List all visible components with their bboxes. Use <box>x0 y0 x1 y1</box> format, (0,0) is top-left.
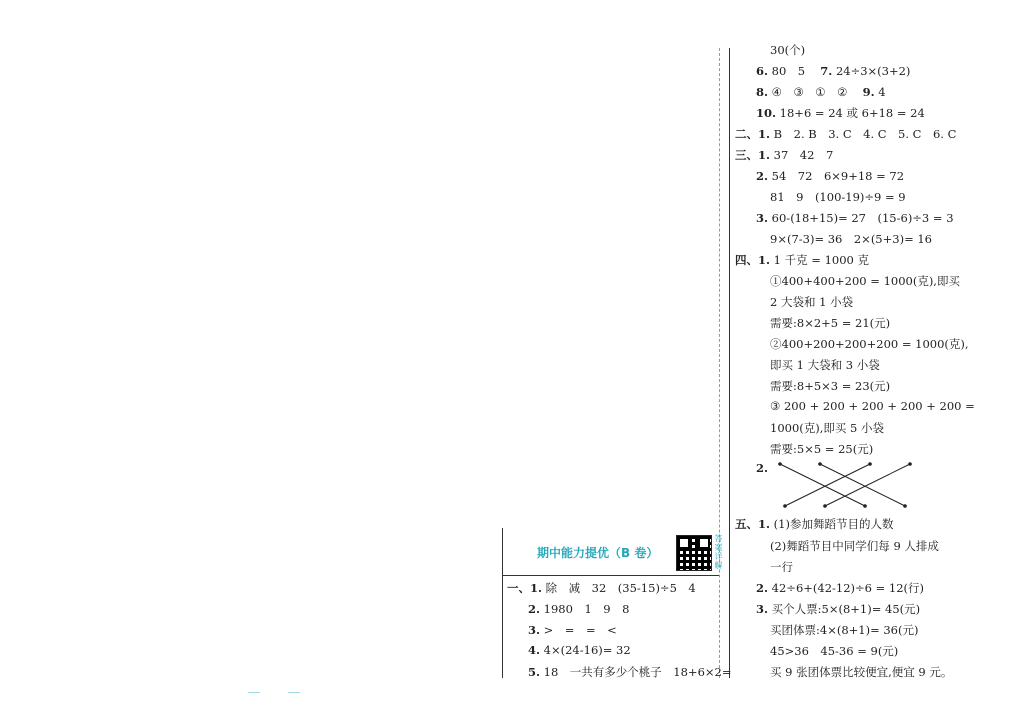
answer-line: (2)舞蹈节目中同学们每 9 人排成 <box>770 539 939 553</box>
item-text: 除 减 32 (35-15)÷5 4 <box>545 581 696 595</box>
item-number: 3. <box>528 623 541 637</box>
answer-line: 二、1. B 2. B 3. C 4. C 5. C 6. C <box>735 127 957 141</box>
right-column-rule <box>729 48 730 678</box>
decorative-mark <box>248 692 260 693</box>
item-number: 2. <box>528 602 541 616</box>
section-header-rule <box>503 575 719 576</box>
answer-line: 30(个) <box>770 43 806 57</box>
answer-line: ①400+400+200 = 1000(克),即买 <box>770 274 960 288</box>
answer-line: 2. 42÷6+(42-12)÷6 = 12(行) <box>756 581 925 595</box>
answer-line: 四、1. 1 千克 = 1000 克 <box>735 253 870 267</box>
item-number: 4. <box>528 643 541 657</box>
answer-line: 10. 18+6 = 24 或 6+18 = 24 <box>756 106 925 120</box>
answer-line: 3. 买个人票:5×(8+1)= 45(元) <box>756 602 921 616</box>
list-item <box>528 664 731 680</box>
answer-line: 三、1. 37 42 7 <box>735 148 834 162</box>
answer-line: 买团体票:4×(8+1)= 36(元) <box>770 623 919 637</box>
left-section-rule <box>502 528 503 678</box>
answer-line: 45>36 45-36 = 9(元) <box>770 644 899 658</box>
decorative-mark <box>288 692 300 693</box>
item-text: 4×(24-16)= 32 <box>543 643 631 657</box>
answer-line: 8. ④ ③ ① ② 9. 4 <box>756 85 886 99</box>
answer-line: 需要:8×2+5 = 21(元) <box>770 316 891 330</box>
list-item <box>528 622 617 638</box>
item-number: 一、1. <box>507 581 543 595</box>
qr-code-icon[interactable] <box>676 535 712 571</box>
item-text: 18 一共有多少个桃子 18+6×2= <box>543 665 732 679</box>
answer-line: 五、1. (1)参加舞蹈节目的人数 <box>735 517 894 531</box>
answer-line: 即买 1 大袋和 3 小袋 <box>770 358 880 372</box>
answer-line: 需要:5×5 = 25(元) <box>770 442 874 456</box>
list-item <box>528 643 631 657</box>
answer-line: 需要:8+5×3 = 23(元) <box>770 379 891 393</box>
answer-line: 6. 80 5 7. 24÷3×(3+2) <box>756 64 911 78</box>
qr-caption: 答案详解 <box>714 534 723 570</box>
item-text: 1980 1 9 8 <box>543 602 630 616</box>
answer-line: 2. 54 72 6×9+18 = 72 <box>756 169 905 183</box>
answer-line: 9×(7-3)= 36 2×(5+3)= 16 <box>770 232 932 246</box>
answer-line: 2. <box>756 461 769 475</box>
answer-line: ③ 200 + 200 + 200 + 200 + 200 = <box>770 399 975 413</box>
answer-line: 买 9 张团体票比较便宜,便宜 9 元。 <box>770 665 953 679</box>
answer-line: 1000(克),即买 5 小袋 <box>770 421 885 435</box>
center-dashed-divider <box>719 48 720 678</box>
list-item <box>507 580 696 596</box>
answer-line: ②400+200+200+200 = 1000(克), <box>770 337 969 351</box>
section-title: 期中能力提优（B 卷） <box>537 546 659 560</box>
answer-line: 2 大袋和 1 小袋 <box>770 295 854 309</box>
item-number: 5. <box>528 665 541 679</box>
answer-line: 3. 60-(18+15)= 27 (15-6)÷3 = 3 <box>756 211 954 225</box>
item-text: > = = < <box>543 623 617 637</box>
matching-lines-diagram <box>770 456 920 516</box>
list-item <box>528 601 629 617</box>
answer-line: 一行 <box>770 560 793 574</box>
answer-line: 81 9 (100-19)÷9 = 9 <box>770 190 906 204</box>
